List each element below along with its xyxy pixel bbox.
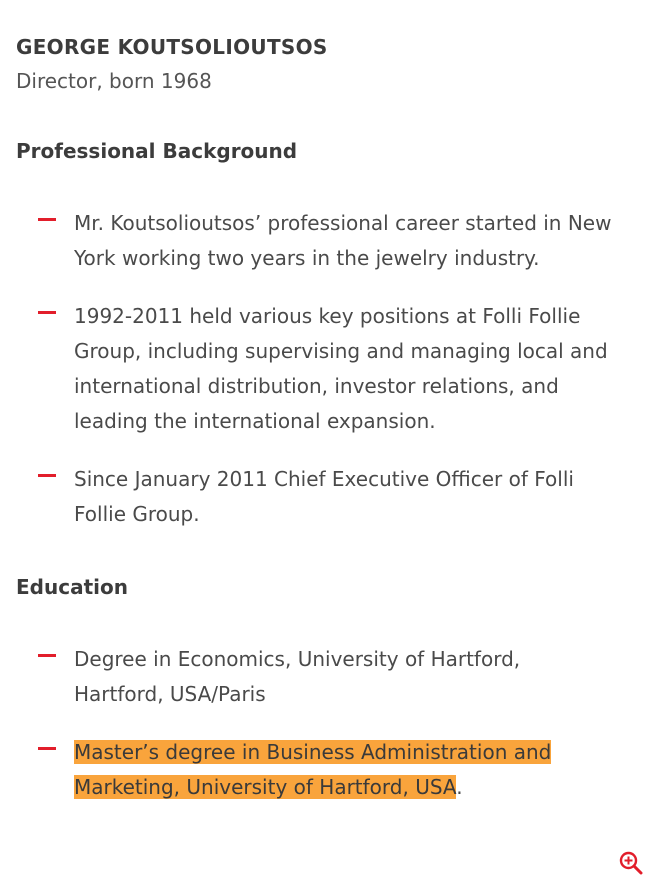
person-role: Director, born 1968	[16, 69, 212, 93]
item-text-highlighted	[74, 735, 634, 805]
dash-bullet	[38, 747, 56, 750]
item-text: 1992-2011 held various key positions at Folli Follie Group, including supervising and managing local and international distribution, investor relations, and leading the international expansion.	[74, 304, 608, 433]
item-text: Since January 2011 Chief Executive Officer of Folli Follie Group.	[74, 467, 574, 526]
profile-card	[0, 36, 650, 805]
trailing-period: .	[456, 775, 463, 799]
section-title-education: Education	[16, 575, 128, 599]
list-item	[16, 206, 634, 276]
dash-bullet	[38, 474, 56, 477]
dash-bullet	[38, 654, 56, 657]
dash-bullet	[38, 311, 56, 314]
item-text: Degree in Economics, University of Hartford, Hartford, USA/Paris	[74, 647, 521, 706]
list-item	[16, 462, 634, 532]
zoom-in-icon[interactable]	[618, 850, 644, 876]
professional-list	[16, 206, 634, 532]
section-title-professional: Professional Background	[16, 139, 298, 163]
list-item	[16, 642, 634, 712]
list-item	[16, 299, 634, 439]
dash-bullet	[38, 218, 56, 221]
text-highlight: Master’s degree in Business Administration and Marketing, University of Hartford, USA	[74, 740, 552, 799]
person-name: GEORGE KOUTSOLIOUTSOS	[16, 35, 328, 59]
item-text: Mr. Koutsolioutsos’ professional career started in New York working two years in the jewelry industry.	[74, 211, 612, 270]
list-item	[16, 735, 634, 805]
education-list	[16, 642, 634, 805]
